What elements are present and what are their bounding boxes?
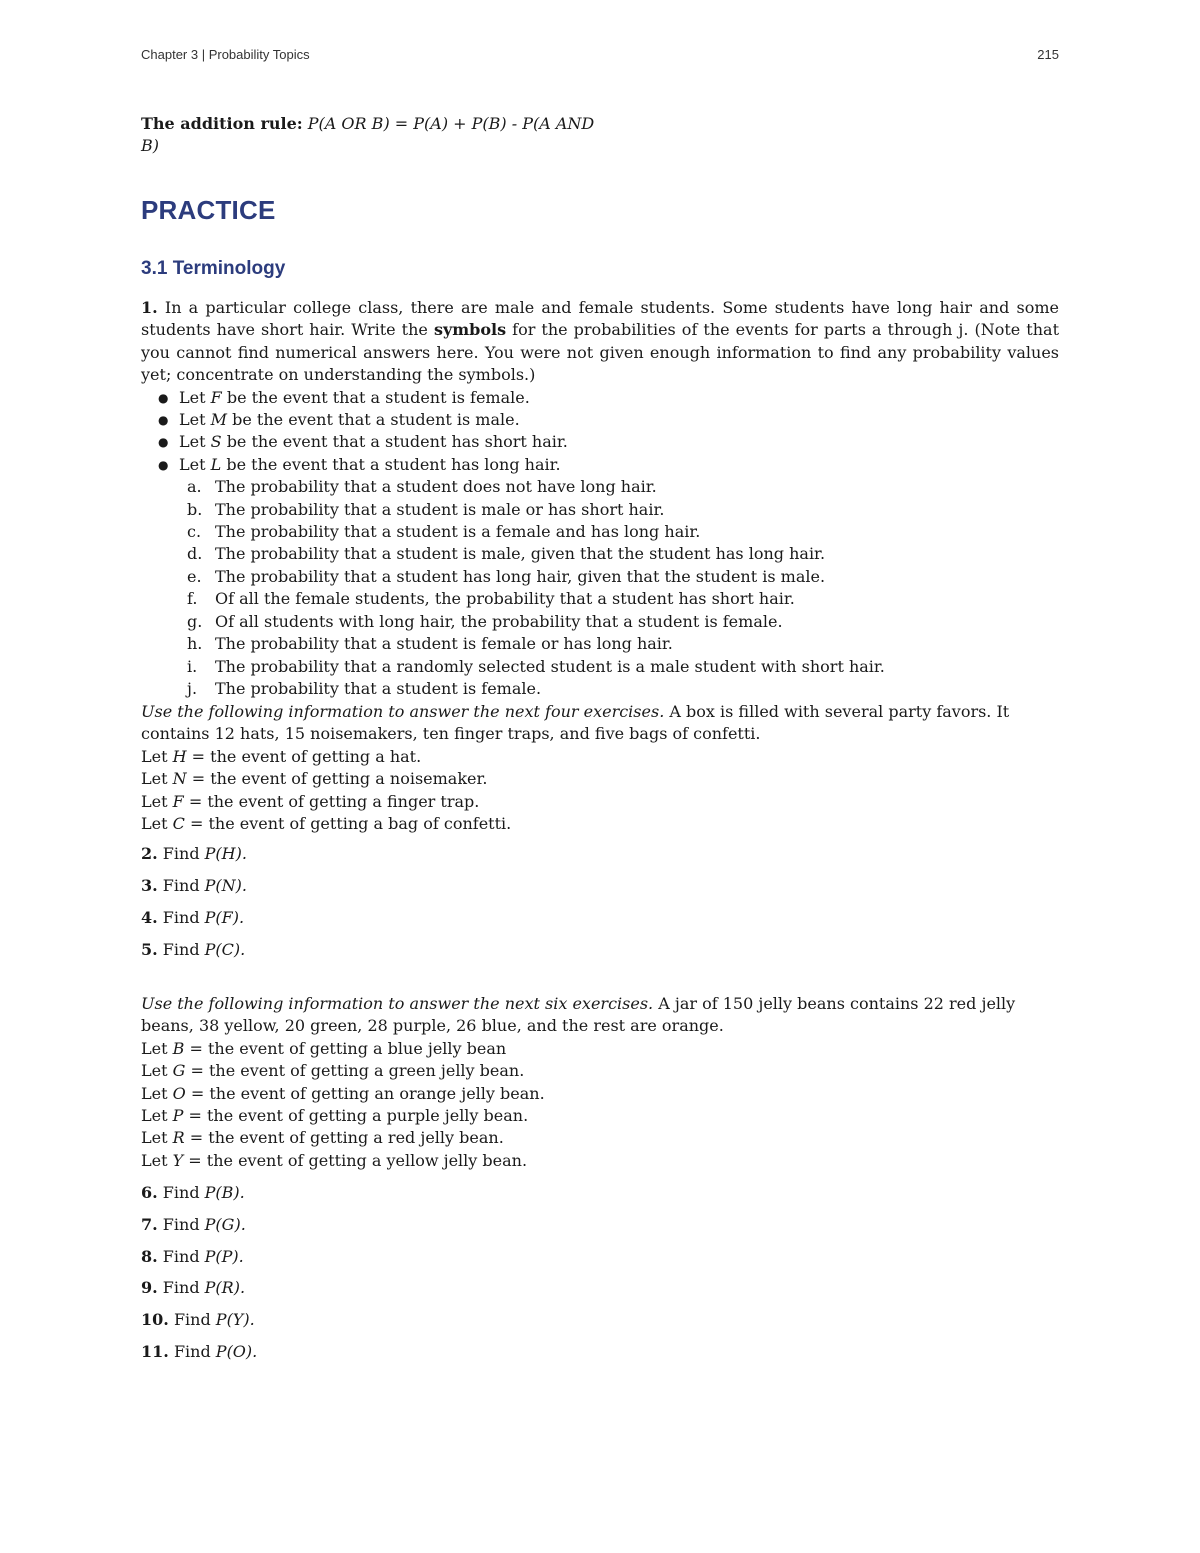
list-item: b. The probability that a student is male or has short hair. xyxy=(187,499,665,519)
list-item: i. The probability that a randomly selected student is a male student with short hair. xyxy=(187,656,885,676)
list-item: Let O = the event of getting an orange jelly bean. xyxy=(141,1083,545,1103)
exercise-3: 3. Find P(N). xyxy=(141,876,247,895)
list-item: Let R = the event of getting a red jelly bean. xyxy=(141,1128,504,1148)
exercise-parts xyxy=(141,476,1059,700)
exercise-5: 5. Find P(C). xyxy=(141,940,246,959)
list-item: c. The probability that a student is a female and has long hair. xyxy=(187,522,701,542)
exercise-2: 2. Find P(H). xyxy=(141,844,247,863)
list-item: ● Let F be the event that a student is female. xyxy=(141,387,1059,409)
addition-rule-formula-cont: B) xyxy=(141,136,159,156)
list-item: d. The probability that a student is male, given that the student has long hair. xyxy=(187,544,826,564)
symbols-emphasis: symbols xyxy=(433,320,507,340)
addition-rule-formula: P(A OR B) = P(A) + P(B) - P(A AND xyxy=(307,114,595,133)
list-item: Let P = the event of getting a purple jelly bean. xyxy=(141,1106,529,1126)
list-item: Let C = the event of getting a bag of confetti. xyxy=(141,814,512,834)
list-item: Let F = the event of getting a finger trap. xyxy=(141,791,480,811)
party-favors-info xyxy=(141,701,1059,835)
bullet-icon: ● xyxy=(158,413,169,428)
practice-heading: PRACTICE xyxy=(141,195,276,225)
exercise-1 xyxy=(141,297,1059,700)
exercise-9: 9. Find P(R). xyxy=(141,1278,246,1297)
list-item: Let G = the event of getting a green jelly bean. xyxy=(141,1061,525,1081)
exercise-4: 4. Find P(F). xyxy=(141,908,245,927)
addition-rule-label: The addition rule: xyxy=(141,114,303,133)
list-item: j. The probability that a student is female. xyxy=(187,678,542,698)
bullet-icon: ● xyxy=(158,435,169,450)
bullet-icon: ● xyxy=(158,390,169,405)
exercise-7: 7. Find P(G). xyxy=(141,1215,246,1234)
exercise-6: 6. Find P(B). xyxy=(141,1183,245,1202)
running-header xyxy=(141,47,1059,67)
jelly-beans-info xyxy=(141,993,1059,1172)
exercise-8: 8. Find P(P). xyxy=(141,1247,244,1266)
list-item: Let N = the event of getting a noisemaker. xyxy=(141,769,488,789)
jelly-beans-intro: Use the following information to answer the next six exercises. A jar of 150 jelly beans contains 22 red jelly beans, 38 yellow, 20 green, 28 purple, 26 blue, and the rest are orange. xyxy=(141,994,1016,1036)
event-definitions xyxy=(141,387,1059,477)
list-item: Let Y = the event of getting a yellow jelly bean. xyxy=(141,1150,528,1170)
addition-rule xyxy=(141,113,601,158)
list-item: g. Of all students with long hair, the probability that a student is female. xyxy=(187,611,783,631)
section-heading: 3.1 Terminology xyxy=(141,258,286,279)
list-item: ● Let M be the event that a student is male. xyxy=(141,409,1059,431)
exercise-number: 1. xyxy=(141,298,158,317)
party-favors-intro: Use the following information to answer the next four exercises. A box is filled with several party favors. It contains 12 hats, 15 noisemakers, ten finger traps, and five bags of confetti. xyxy=(141,702,1010,744)
list-item: Let H = the event of getting a hat. xyxy=(141,746,422,766)
list-item: ● Let L be the event that a student has long hair. xyxy=(141,454,1059,476)
bullet-icon: ● xyxy=(158,457,169,472)
exercise-10: 10. Find P(Y). xyxy=(141,1310,255,1329)
page-number: 215 xyxy=(1037,47,1059,62)
list-item: a. The probability that a student does not have long hair. xyxy=(187,477,657,497)
exercise-11: 11. Find P(O). xyxy=(141,1342,258,1361)
list-item: f. Of all the female students, the probability that a student has short hair. xyxy=(187,589,795,609)
list-item: Let B = the event of getting a blue jelly bean xyxy=(141,1038,507,1058)
list-item: e. The probability that a student has long hair, given that the student is male. xyxy=(187,566,826,586)
exercise-1-intro: 1. In a particular college class, there are male and female students. Some students have long hair and some students have short hair. Write the symbols for the probabilities of the events for parts a through j. (Note that you cannot find numerical answers here. You were not given enough information to find any probability values yet; concentrate on understanding the symbols.) xyxy=(141,298,1060,385)
list-item: h. The probability that a student is female or has long hair. xyxy=(187,634,673,654)
list-item: ● Let S be the event that a student has short hair. xyxy=(141,431,1059,453)
chapter-title: Chapter 3 | Probability Topics xyxy=(141,47,310,62)
